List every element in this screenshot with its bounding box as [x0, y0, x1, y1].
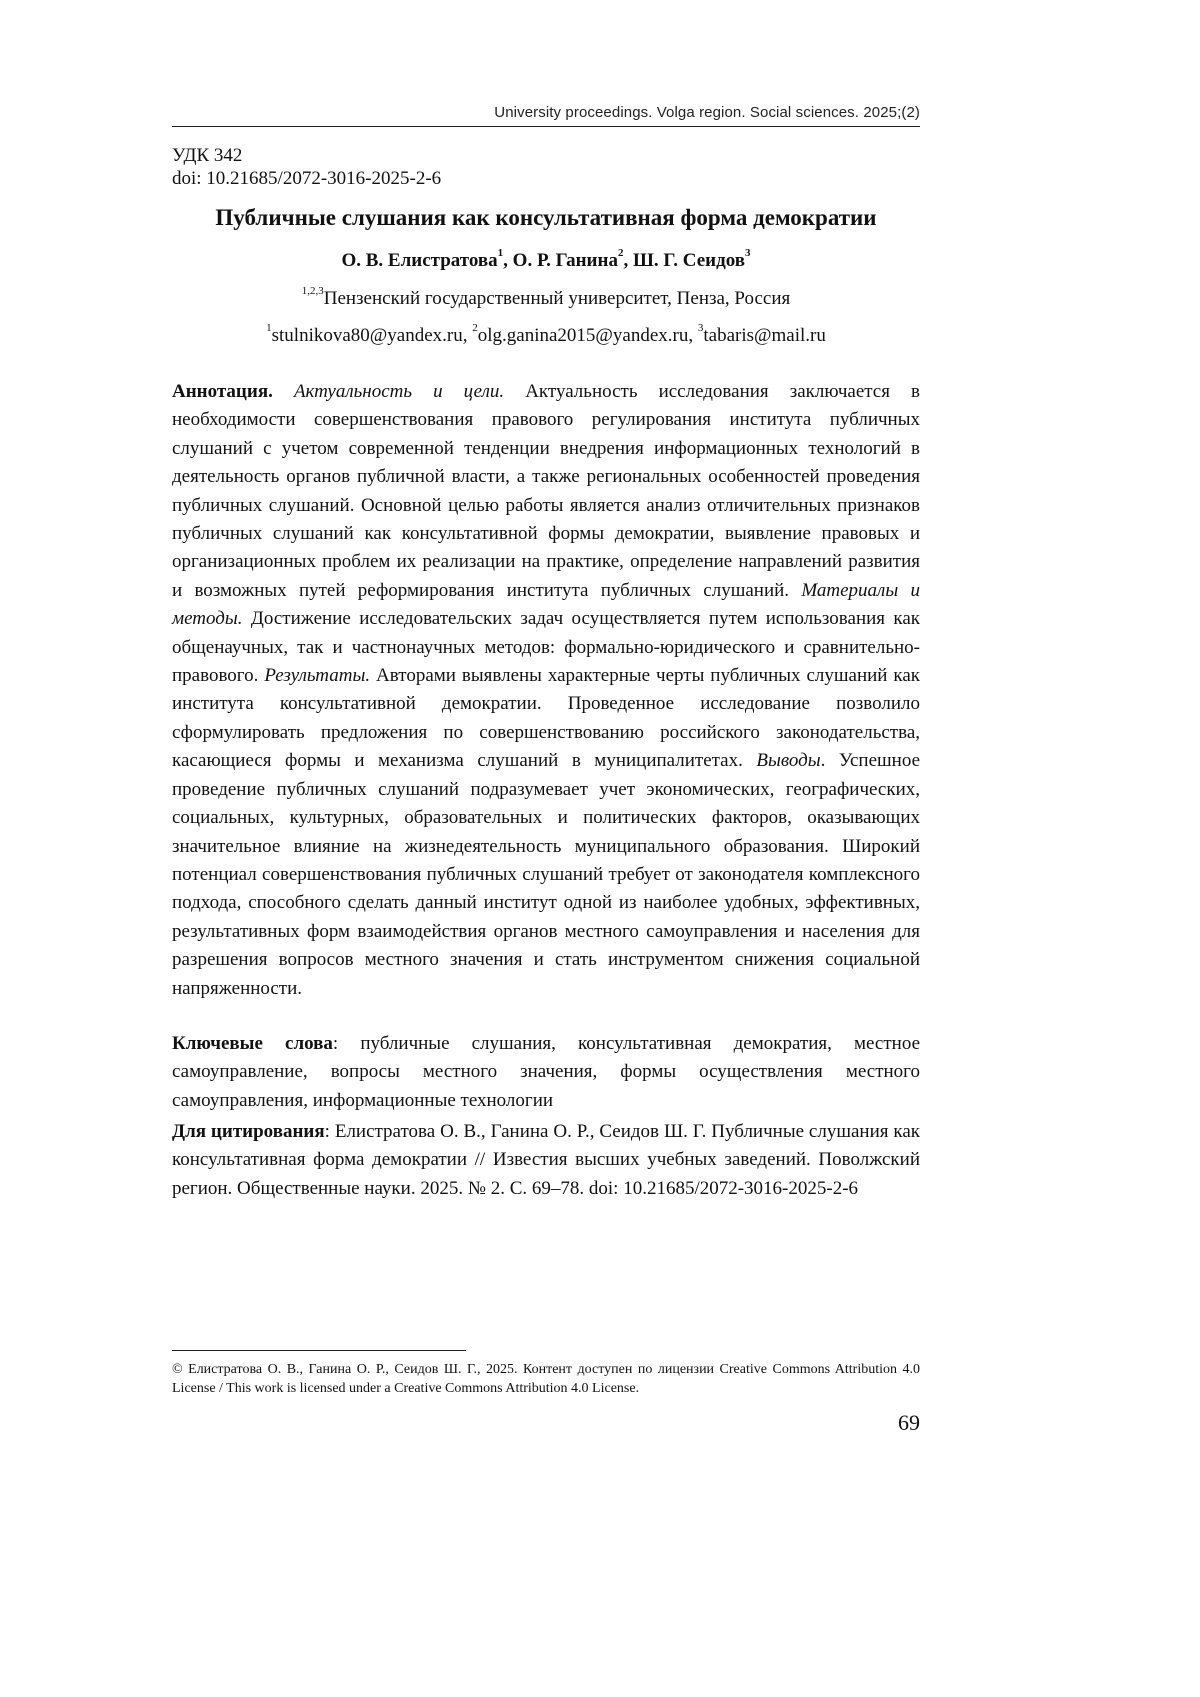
relevance-text: Актуальность исследования заключается в необходимости совершенствования правового регулирования института публичных слушаний с учетом современной тенденции внедрения информационных технологий в деятельность органов публичной власти, а также региональных особенностей проведения публичных слушаний. Основной целью работы является анализ отличительных признаков публичных слушаний как консультативной формы демократии, выявление правовых и организационных проблем их реализации на практике, определение направлений развития и возможных путей реформирования института публичных слушаний.: [172, 381, 921, 601]
conclusions-label: Выводы: [756, 750, 821, 772]
results-label: Результаты.: [264, 665, 371, 687]
keywords: [172, 1030, 920, 1115]
footnote-rule: [172, 1350, 466, 1351]
methods-text: Достижение исследовательских задач осуществляется путем использования как общенаучных, так и частнонаучных методов: формально-юридического и сравнительно-правового.: [172, 608, 921, 687]
citation-text: : Елистратова О. В., Ганина О. Р., Сеидов Ш. Г. Публичные слушания как консультативная форма демократии // Известия высших учебных заведений. Поволжский регион. Общественные науки. 2025. № 2. С. 69–78. doi: 10.21685/2072-3016-2025-2-6: [172, 1121, 921, 1199]
affiliation-sup: 1,2,3: [301, 285, 324, 297]
udk-code: УДК 342: [172, 145, 243, 166]
running-header: University proceedings. Volga region. Social sciences. 2025;(2): [494, 104, 920, 121]
emails: $^1$stulnikova80@yandex.ru, $^2$olg.ganina2015@yandex.ru, $^3$tabaris@mail.ru: [266, 322, 826, 346]
author-name: О. В. Елистратова: [341, 250, 498, 271]
author-sup: 1: [497, 247, 504, 259]
affiliation: [172, 285, 920, 310]
author-name: О. Р. Ганина: [512, 250, 618, 271]
affiliation-text: Пензенский государственный университет, Пенза, Россия: [323, 288, 791, 309]
relevance-label: Актуальность и цели.: [293, 381, 505, 402]
license-footnote: © Елистратова О. В., Ганина О. Р., Сеидов Ш. Г., 2025. Контент доступен по лицензии Creative Commons Attribution 4.0 License / This work is licensed under a Creative Commons Attribution 4.0 License.: [172, 1362, 920, 1396]
citation-label: Для цитирования: [172, 1121, 325, 1142]
citation: [172, 1118, 920, 1203]
article-title: Публичные слушания как консультативная форма демократии: [215, 205, 877, 230]
doi: doi: 10.21685/2072-3016-2025-2-6: [172, 168, 442, 189]
conclusions-text: . Успешное проведение публичных слушаний подразумевает учет экономических, географических, социальных, культурных, образовательных и политических факторов, оказывающих значительное влияние на жизнедеятельность муниципального образования. Широкий потенциал совершенствования публичных слушаний требует от законодателя комплексного подхода, способного сделать данный институт одной из наиболее удобных, эффективных, результативных форм взаимодействия органов местного самоуправления и населения для разрешения вопросов местного значения и стать инструментом снижения социальной напряженности.: [172, 750, 920, 999]
page-number: 69: [898, 1410, 920, 1435]
abstract: [172, 378, 920, 1003]
email-link[interactable]: tabaris@mail.ru: [703, 325, 826, 346]
email-link[interactable]: stulnikova80@yandex.ru: [271, 325, 463, 346]
keywords-label: Ключевые слова: [172, 1033, 333, 1054]
methods-label: Материалы и методы.: [172, 579, 921, 630]
email-sup: 2: [472, 322, 478, 334]
author-sup: 2: [617, 247, 624, 259]
email-link[interactable]: olg.ganina2015@yandex.ru: [477, 325, 689, 346]
results-text: Авторами выявлены характерные черты публичных слушаний как института консультативной демократии. Проведенное исследование позволило сформулировать предложения по совершенствованию российского законодательства, касающиеся формы и механизма слушаний в муниципалитетах.: [172, 665, 921, 772]
email-sup: 1: [266, 322, 272, 334]
authors: О. В. Елистратова$^1$, О. Р. Ганина$^2$, Ш. Г. Сеидов$^3$: [341, 247, 751, 271]
email-sup: 3: [697, 322, 704, 334]
abstract-label: Аннотация.: [172, 381, 273, 402]
header-rule: [172, 126, 920, 127]
author-name: Ш. Г. Сеидов: [632, 250, 745, 271]
keywords-text: : публичные слушания, консультативная демократия, местное самоуправление, вопросы местного значения, формы осуществления местного самоуправления, информационные технологии: [172, 1033, 921, 1111]
author-sup: 3: [745, 247, 751, 259]
